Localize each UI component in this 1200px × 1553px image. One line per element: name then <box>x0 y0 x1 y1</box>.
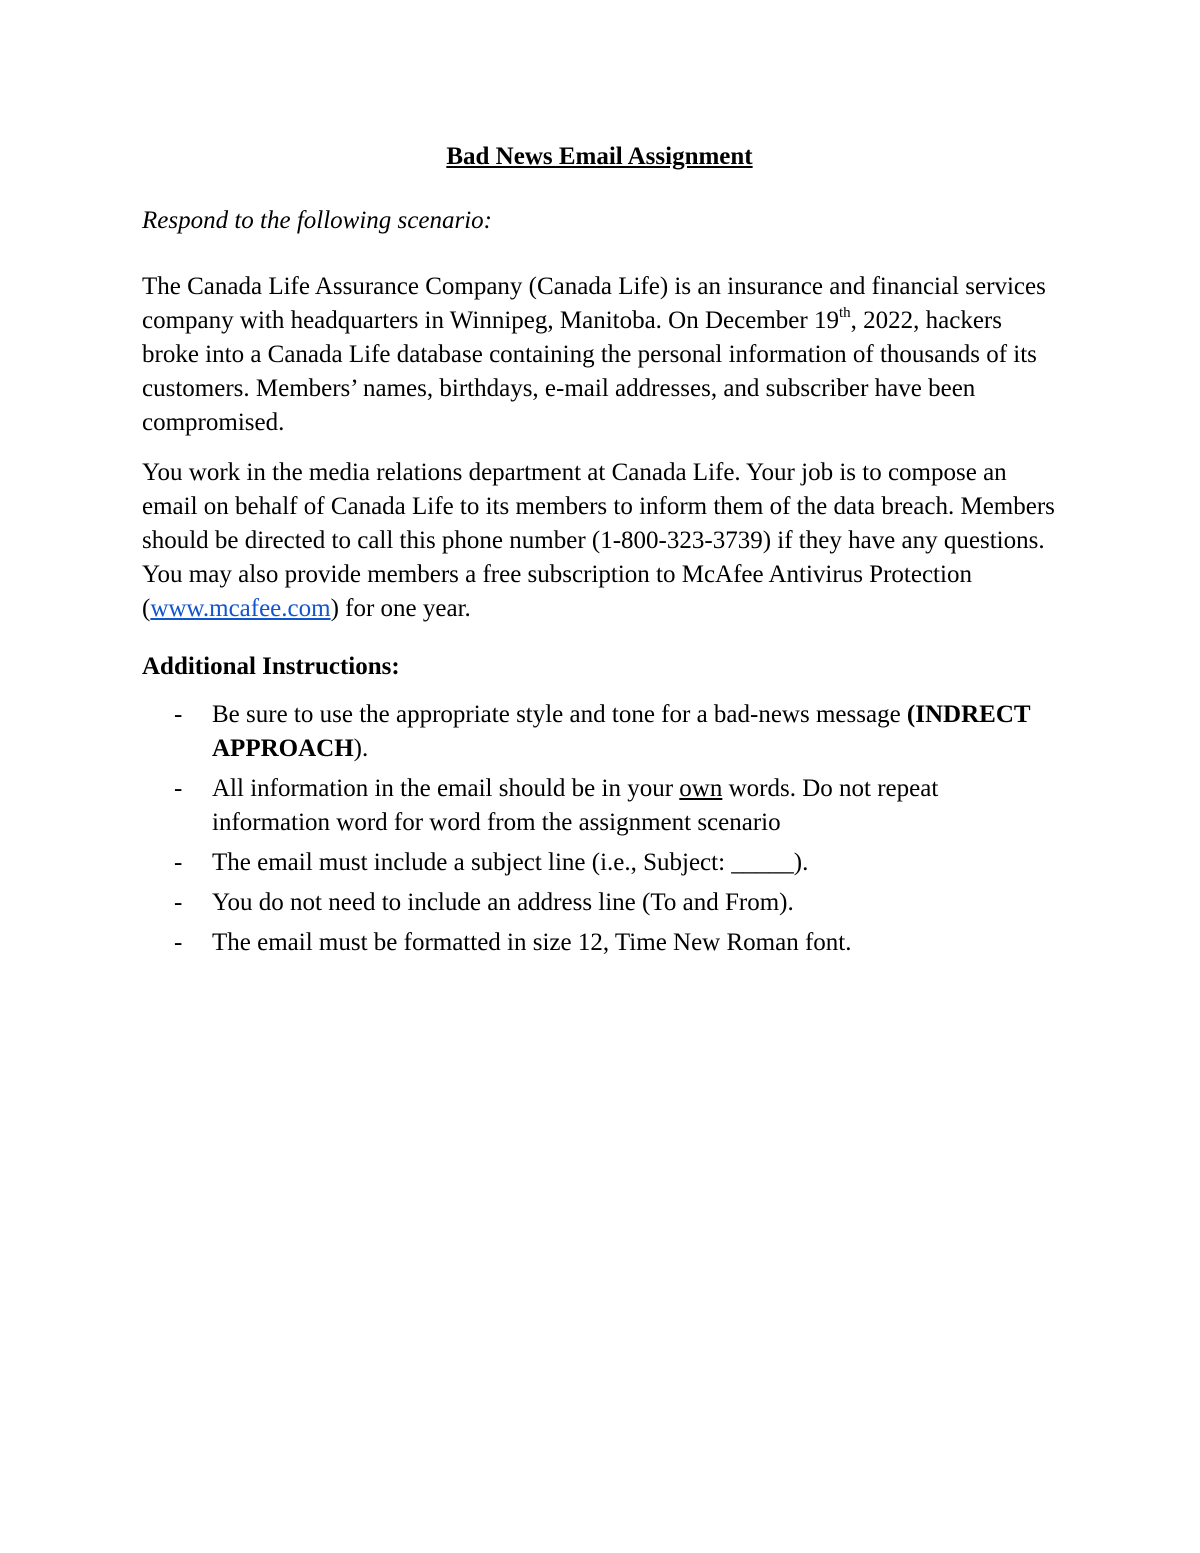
list-item <box>142 698 1062 766</box>
bullet-dash: - <box>174 889 183 916</box>
bullet-1-text-end: ). <box>353 735 369 762</box>
bullet-dash: - <box>174 929 183 956</box>
ordinal-suffix: th <box>838 304 851 321</box>
list-item <box>142 772 1062 840</box>
list-item <box>142 926 1062 960</box>
mcafee-link[interactable]: www.mcafee.com <box>150 595 331 622</box>
scenario-paragraph-1 <box>142 270 1062 440</box>
bullet-2-text-end: words. Do not repeat information word for word from the assignment scenario <box>212 775 939 836</box>
paragraph-1-text-start: The Canada Life Assurance Company (Canada Life) is an insurance and financial services company with headquarters in Winnipeg, Manitoba. On December 19 <box>142 273 1046 334</box>
bullet-2-text-start: All information in the email should be in your <box>212 775 680 802</box>
scenario-paragraph-2 <box>142 456 1062 626</box>
bullet-3-text: The email must include a subject line (i.e., Subject: _____). <box>212 849 809 876</box>
instructions-heading: Additional Instructions: <box>142 653 400 680</box>
paragraph-2-text-start: You work in the media relations department at Canada Life. Your job is to compose an email on behalf of Canada Life to its members to inform them of the data breach. Members should be directed to call this phone number (1-800-323-3739) if they have any questions. You may also provide members a free subscription to McAfee Antivirus Protection ( <box>142 459 1055 622</box>
document-title: Bad News Email Assignment <box>446 143 753 170</box>
bullet-1-bold-text: (INDRECT APPROACH <box>212 701 1031 762</box>
bullet-dash: - <box>174 701 183 728</box>
paragraph-1-text-end: , 2022, hackers broke into a Canada Life database containing the personal information of thousands of its customers. Members’ names, birthdays, e-mail addresses, and subscriber have been compromised. <box>142 307 1037 436</box>
bullet-4-text: You do not need to include an address line (To and From). <box>212 889 794 916</box>
list-item <box>142 886 1062 920</box>
list-item <box>142 846 1062 880</box>
bullet-1-text-start: Be sure to use the appropriate style and tone for a bad-news message <box>212 701 907 728</box>
document-content <box>142 140 1062 966</box>
scenario-prompt: Respond to the following scenario: <box>142 207 492 234</box>
bullet-5-text: The email must be formatted in size 12, Time New Roman font. <box>212 929 852 956</box>
bullet-dash: - <box>174 775 183 802</box>
bullet-2-underlined-text: own <box>679 775 723 802</box>
instructions-list <box>142 698 1062 960</box>
paragraph-2-text-end: ) for one year. <box>330 595 471 622</box>
bullet-dash: - <box>174 849 183 876</box>
